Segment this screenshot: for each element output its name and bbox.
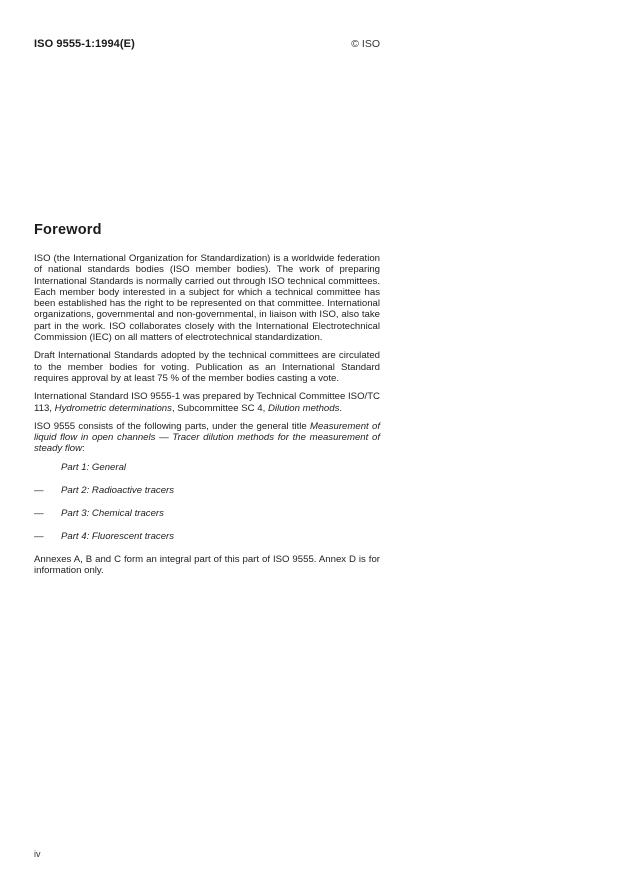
list-item-part-3 — [34, 508, 380, 520]
page-header — [34, 38, 380, 50]
parts-list — [34, 462, 380, 543]
parts-intro-text: ISO 9555 consists of the following parts, under the general title — [34, 420, 311, 432]
page-number: iv — [34, 849, 41, 859]
part-label: Part 4: Fluorescent tracers — [61, 530, 175, 542]
paragraph-parts-intro — [34, 421, 380, 455]
section-title: Foreword — [34, 222, 102, 238]
dash-bullet: — — [34, 484, 44, 496]
paragraph-preparation — [34, 391, 380, 414]
paragraph-about-iso: ISO (the International Organization for Standardization) is a worldwide federation of national standards bodies (ISO member bodies). The work of preparing International Standards is normally carried out through ISO technical committees. Each member body interested in a subject for which a technical committee has been established has the right to be represented on that committee. International organizations, governmental and non-governmental, in liaison with ISO, also take part in the work. ISO collaborates closely with the International Electrotechnical Commission (IEC) on all matters of electrotechnical standardization. — [34, 253, 380, 344]
document-id: ISO 9555-1:1994(E) — [34, 38, 135, 50]
general-title: Measurement of liquid flow in open channels — Tracer dilution methods for the measurement of steady flow — [34, 420, 380, 455]
preparation-text: International Standard ISO 9555-1 was prepared by Technical Committee ISO/TC 113, — [34, 391, 380, 414]
dash-bullet: — — [34, 530, 44, 542]
foreword-body — [34, 253, 380, 583]
parts-intro-end: : — [82, 443, 85, 455]
list-item-part-1 — [34, 462, 380, 474]
list-item-part-2 — [34, 485, 380, 497]
committee-title: Hydrometric determinations — [54, 402, 172, 414]
preparation-text-end: . — [339, 402, 343, 414]
list-item-part-4 — [34, 531, 380, 543]
copyright-notice: © ISO — [351, 38, 380, 50]
part-label: Part 3: Chemical tracers — [61, 507, 164, 519]
paragraph-draft-standards: Draft International Standards adopted by the technical committees are circulated to the member bodies for voting. Publication as an International Standard requires approval by at least 75 % of the member bodies casting a vote. — [34, 350, 380, 384]
part-label: Part 2: Radioactive tracers — [61, 484, 175, 496]
dash-bullet: — — [34, 507, 44, 519]
subcommittee-title: Dilution methods — [267, 402, 340, 414]
paragraph-annexes: Annexes A, B and C form an integral part of this part of ISO 9555. Annex D is for information only. — [34, 553, 380, 577]
preparation-text-middle: , Subcommittee SC 4, — [171, 402, 268, 414]
part-label: Part 1: General — [61, 461, 127, 473]
